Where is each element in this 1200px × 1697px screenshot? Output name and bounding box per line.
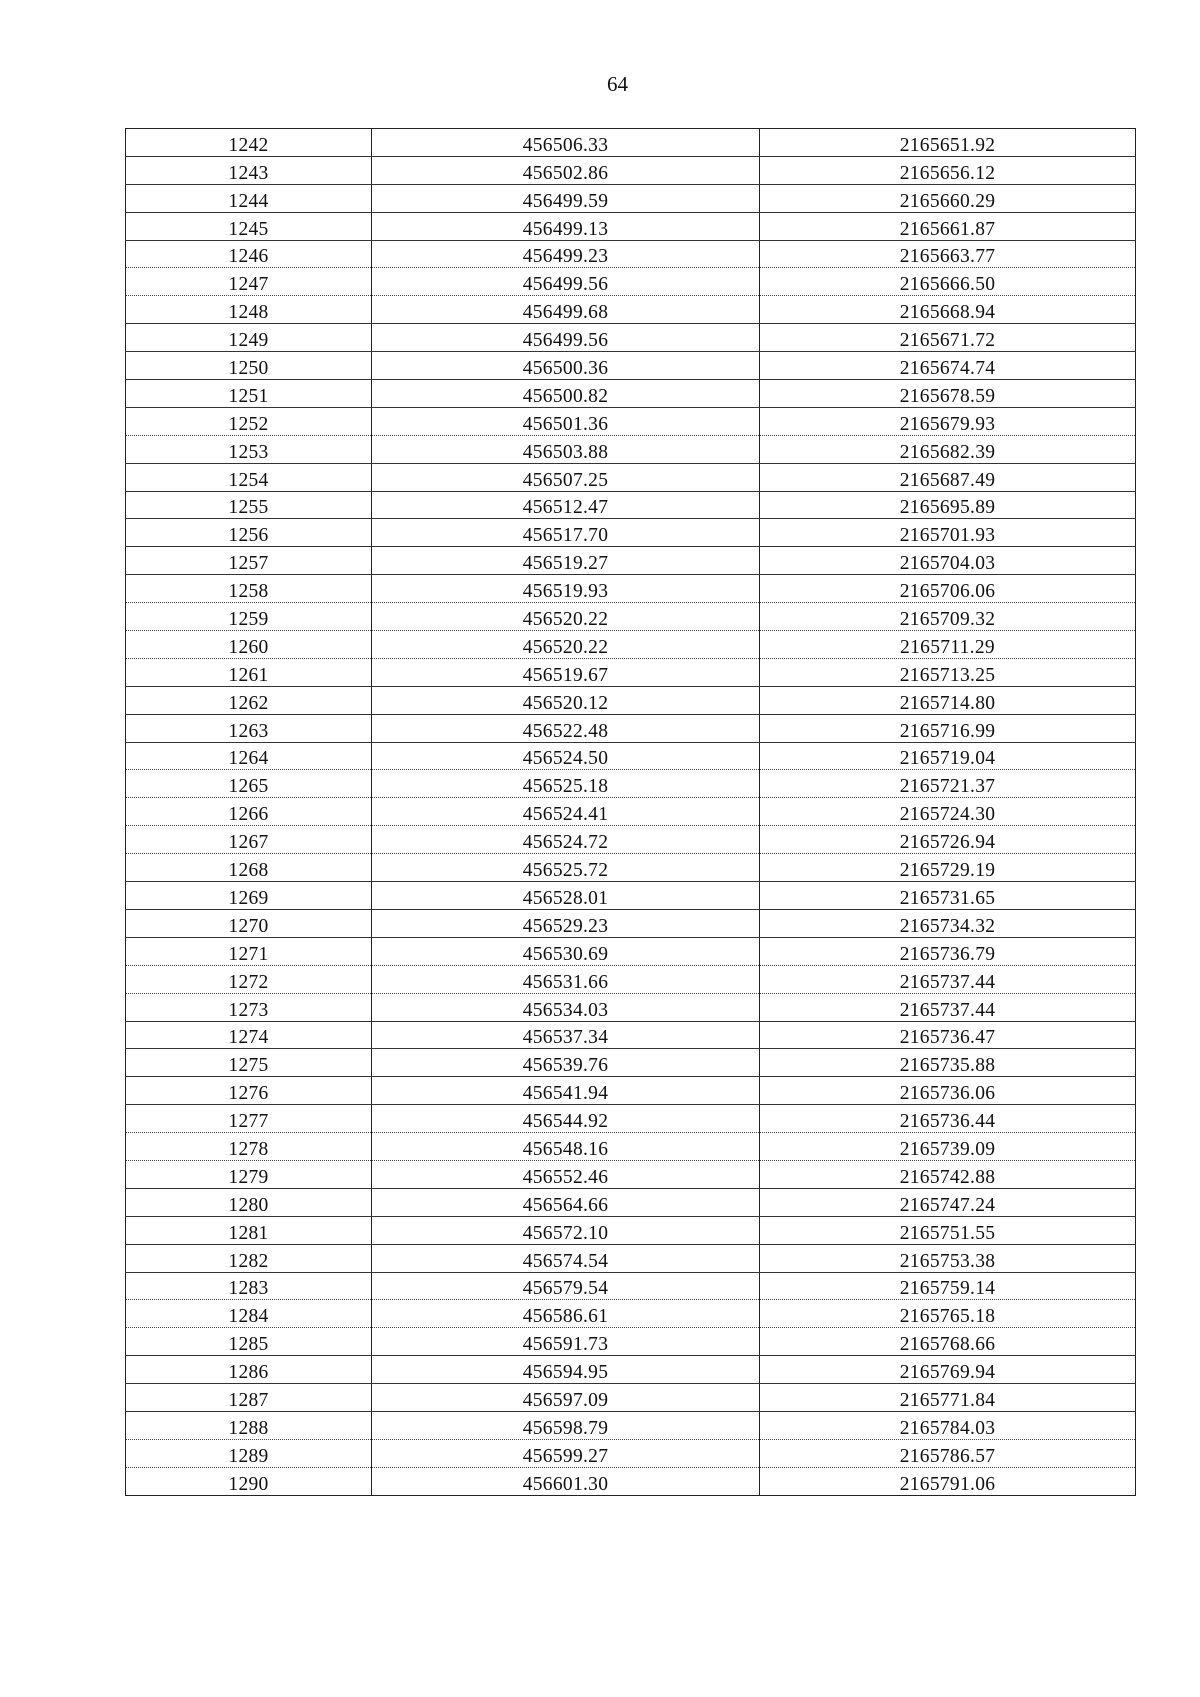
table-row — [126, 714, 1136, 742]
y-coordinate-cell: 2165714.80 — [760, 686, 1136, 714]
point-number-cell: 1265 — [126, 770, 372, 798]
table-row — [126, 1077, 1136, 1105]
table-row — [126, 1356, 1136, 1384]
point-number-cell: 1282 — [126, 1244, 372, 1272]
table-row — [126, 1021, 1136, 1049]
table-row — [126, 603, 1136, 631]
point-number-cell: 1275 — [126, 1049, 372, 1077]
point-number-cell: 1252 — [126, 407, 372, 435]
point-number-cell: 1242 — [126, 129, 372, 157]
x-coordinate-cell: 456574.54 — [372, 1244, 760, 1272]
point-number-cell: 1259 — [126, 603, 372, 631]
point-number-cell: 1264 — [126, 742, 372, 770]
point-number-cell: 1250 — [126, 352, 372, 380]
y-coordinate-cell: 2165663.77 — [760, 240, 1136, 268]
x-coordinate-cell: 456501.36 — [372, 407, 760, 435]
x-coordinate-cell: 456530.69 — [372, 937, 760, 965]
y-coordinate-cell: 2165737.44 — [760, 993, 1136, 1021]
x-coordinate-cell: 456548.16 — [372, 1133, 760, 1161]
table-row — [126, 1133, 1136, 1161]
y-coordinate-cell: 2165678.59 — [760, 380, 1136, 408]
table-row — [126, 742, 1136, 770]
point-number-cell: 1269 — [126, 882, 372, 910]
y-coordinate-cell: 2165656.12 — [760, 156, 1136, 184]
y-coordinate-cell: 2165737.44 — [760, 965, 1136, 993]
table-row — [126, 686, 1136, 714]
x-coordinate-cell: 456597.09 — [372, 1384, 760, 1412]
x-coordinate-cell: 456539.76 — [372, 1049, 760, 1077]
table-row — [126, 1105, 1136, 1133]
y-coordinate-cell: 2165734.32 — [760, 909, 1136, 937]
y-coordinate-cell: 2165791.06 — [760, 1467, 1136, 1495]
y-coordinate-cell: 2165651.92 — [760, 129, 1136, 157]
table-row — [126, 407, 1136, 435]
coordinates-table — [125, 128, 1136, 1496]
x-coordinate-cell: 456522.48 — [372, 714, 760, 742]
x-coordinate-cell: 456499.13 — [372, 212, 760, 240]
y-coordinate-cell: 2165753.38 — [760, 1244, 1136, 1272]
table-row — [126, 519, 1136, 547]
point-number-cell: 1290 — [126, 1467, 372, 1495]
y-coordinate-cell: 2165671.72 — [760, 324, 1136, 352]
table-row — [126, 1160, 1136, 1188]
x-coordinate-cell: 456520.22 — [372, 603, 760, 631]
table-row — [126, 1049, 1136, 1077]
y-coordinate-cell: 2165769.94 — [760, 1356, 1136, 1384]
point-number-cell: 1246 — [126, 240, 372, 268]
table-row — [126, 854, 1136, 882]
y-coordinate-cell: 2165716.99 — [760, 714, 1136, 742]
x-coordinate-cell: 456519.27 — [372, 547, 760, 575]
x-coordinate-cell: 456507.25 — [372, 463, 760, 491]
table-row — [126, 631, 1136, 659]
point-number-cell: 1286 — [126, 1356, 372, 1384]
y-coordinate-cell: 2165721.37 — [760, 770, 1136, 798]
x-coordinate-cell: 456500.36 — [372, 352, 760, 380]
table-row — [126, 909, 1136, 937]
point-number-cell: 1253 — [126, 435, 372, 463]
point-number-cell: 1277 — [126, 1105, 372, 1133]
point-number-cell: 1276 — [126, 1077, 372, 1105]
x-coordinate-cell: 456524.41 — [372, 798, 760, 826]
y-coordinate-cell: 2165724.30 — [760, 798, 1136, 826]
y-coordinate-cell: 2165709.32 — [760, 603, 1136, 631]
point-number-cell: 1270 — [126, 909, 372, 937]
point-number-cell: 1268 — [126, 854, 372, 882]
point-number-cell: 1283 — [126, 1272, 372, 1300]
y-coordinate-cell: 2165786.57 — [760, 1439, 1136, 1467]
table-row — [126, 352, 1136, 380]
y-coordinate-cell: 2165719.04 — [760, 742, 1136, 770]
point-number-cell: 1281 — [126, 1216, 372, 1244]
table-row — [126, 324, 1136, 352]
y-coordinate-cell: 2165679.93 — [760, 407, 1136, 435]
table-row — [126, 129, 1136, 157]
table-row — [126, 770, 1136, 798]
point-number-cell: 1273 — [126, 993, 372, 1021]
point-number-cell: 1256 — [126, 519, 372, 547]
point-number-cell: 1261 — [126, 658, 372, 686]
x-coordinate-cell: 456524.72 — [372, 826, 760, 854]
x-coordinate-cell: 456512.47 — [372, 491, 760, 519]
x-coordinate-cell: 456499.23 — [372, 240, 760, 268]
table-row — [126, 1328, 1136, 1356]
x-coordinate-cell: 456541.94 — [372, 1077, 760, 1105]
x-coordinate-cell: 456564.66 — [372, 1188, 760, 1216]
table-row — [126, 658, 1136, 686]
x-coordinate-cell: 456598.79 — [372, 1411, 760, 1439]
point-number-cell: 1257 — [126, 547, 372, 575]
x-coordinate-cell: 456517.70 — [372, 519, 760, 547]
x-coordinate-cell: 456506.33 — [372, 129, 760, 157]
x-coordinate-cell: 456502.86 — [372, 156, 760, 184]
x-coordinate-cell: 456591.73 — [372, 1328, 760, 1356]
point-number-cell: 1255 — [126, 491, 372, 519]
point-number-cell: 1244 — [126, 184, 372, 212]
point-number-cell: 1278 — [126, 1133, 372, 1161]
x-coordinate-cell: 456544.92 — [372, 1105, 760, 1133]
point-number-cell: 1247 — [126, 268, 372, 296]
point-number-cell: 1248 — [126, 296, 372, 324]
y-coordinate-cell: 2165759.14 — [760, 1272, 1136, 1300]
table-row — [126, 435, 1136, 463]
table-row — [126, 937, 1136, 965]
y-coordinate-cell: 2165711.29 — [760, 631, 1136, 659]
y-coordinate-cell: 2165765.18 — [760, 1300, 1136, 1328]
table-row — [126, 212, 1136, 240]
point-number-cell: 1272 — [126, 965, 372, 993]
x-coordinate-cell: 456531.66 — [372, 965, 760, 993]
table-row — [126, 1300, 1136, 1328]
y-coordinate-cell: 2165771.84 — [760, 1384, 1136, 1412]
table-row — [126, 798, 1136, 826]
y-coordinate-cell: 2165736.79 — [760, 937, 1136, 965]
point-number-cell: 1274 — [126, 1021, 372, 1049]
table-row — [126, 882, 1136, 910]
y-coordinate-cell: 2165739.09 — [760, 1133, 1136, 1161]
y-coordinate-cell: 2165687.49 — [760, 463, 1136, 491]
x-coordinate-cell: 456520.12 — [372, 686, 760, 714]
y-coordinate-cell: 2165742.88 — [760, 1160, 1136, 1188]
x-coordinate-cell: 456499.56 — [372, 324, 760, 352]
x-coordinate-cell: 456500.82 — [372, 380, 760, 408]
point-number-cell: 1243 — [126, 156, 372, 184]
table-row — [126, 1216, 1136, 1244]
y-coordinate-cell: 2165736.44 — [760, 1105, 1136, 1133]
y-coordinate-cell: 2165706.06 — [760, 575, 1136, 603]
point-number-cell: 1258 — [126, 575, 372, 603]
table-row — [126, 491, 1136, 519]
x-coordinate-cell: 456599.27 — [372, 1439, 760, 1467]
x-coordinate-cell: 456525.18 — [372, 770, 760, 798]
x-coordinate-cell: 456525.72 — [372, 854, 760, 882]
table-row — [126, 826, 1136, 854]
table-row — [126, 296, 1136, 324]
point-number-cell: 1267 — [126, 826, 372, 854]
table-row — [126, 1384, 1136, 1412]
point-number-cell: 1266 — [126, 798, 372, 826]
x-coordinate-cell: 456572.10 — [372, 1216, 760, 1244]
y-coordinate-cell: 2165674.74 — [760, 352, 1136, 380]
point-number-cell: 1289 — [126, 1439, 372, 1467]
page-number: 64 — [607, 72, 628, 96]
y-coordinate-cell: 2165661.87 — [760, 212, 1136, 240]
table-row — [126, 1439, 1136, 1467]
x-coordinate-cell: 456528.01 — [372, 882, 760, 910]
table-row — [126, 575, 1136, 603]
point-number-cell: 1271 — [126, 937, 372, 965]
y-coordinate-cell: 2165736.47 — [760, 1021, 1136, 1049]
y-coordinate-cell: 2165731.65 — [760, 882, 1136, 910]
y-coordinate-cell: 2165660.29 — [760, 184, 1136, 212]
y-coordinate-cell: 2165701.93 — [760, 519, 1136, 547]
y-coordinate-cell: 2165768.66 — [760, 1328, 1136, 1356]
table-row — [126, 184, 1136, 212]
x-coordinate-cell: 456534.03 — [372, 993, 760, 1021]
coordinates-table-body — [126, 129, 1136, 1496]
x-coordinate-cell: 456552.46 — [372, 1160, 760, 1188]
point-number-cell: 1279 — [126, 1160, 372, 1188]
table-row — [126, 993, 1136, 1021]
y-coordinate-cell: 2165713.25 — [760, 658, 1136, 686]
y-coordinate-cell: 2165736.06 — [760, 1077, 1136, 1105]
point-number-cell: 1263 — [126, 714, 372, 742]
point-number-cell: 1254 — [126, 463, 372, 491]
x-coordinate-cell: 456537.34 — [372, 1021, 760, 1049]
point-number-cell: 1288 — [126, 1411, 372, 1439]
table-row — [126, 547, 1136, 575]
table-row — [126, 1188, 1136, 1216]
y-coordinate-cell: 2165735.88 — [760, 1049, 1136, 1077]
table-row — [126, 240, 1136, 268]
x-coordinate-cell: 456529.23 — [372, 909, 760, 937]
x-coordinate-cell: 456520.22 — [372, 631, 760, 659]
point-number-cell: 1280 — [126, 1188, 372, 1216]
point-number-cell: 1285 — [126, 1328, 372, 1356]
y-coordinate-cell: 2165751.55 — [760, 1216, 1136, 1244]
x-coordinate-cell: 456524.50 — [372, 742, 760, 770]
y-coordinate-cell: 2165695.89 — [760, 491, 1136, 519]
x-coordinate-cell: 456519.67 — [372, 658, 760, 686]
y-coordinate-cell: 2165726.94 — [760, 826, 1136, 854]
table-row — [126, 1272, 1136, 1300]
point-number-cell: 1260 — [126, 631, 372, 659]
y-coordinate-cell: 2165666.50 — [760, 268, 1136, 296]
y-coordinate-cell: 2165668.94 — [760, 296, 1136, 324]
point-number-cell: 1245 — [126, 212, 372, 240]
table-row — [126, 268, 1136, 296]
x-coordinate-cell: 456499.59 — [372, 184, 760, 212]
point-number-cell: 1249 — [126, 324, 372, 352]
y-coordinate-cell: 2165784.03 — [760, 1411, 1136, 1439]
point-number-cell: 1284 — [126, 1300, 372, 1328]
table-row — [126, 1411, 1136, 1439]
table-row — [126, 1467, 1136, 1495]
table-row — [126, 463, 1136, 491]
x-coordinate-cell: 456519.93 — [372, 575, 760, 603]
y-coordinate-cell: 2165747.24 — [760, 1188, 1136, 1216]
point-number-cell: 1287 — [126, 1384, 372, 1412]
y-coordinate-cell: 2165682.39 — [760, 435, 1136, 463]
x-coordinate-cell: 456499.68 — [372, 296, 760, 324]
x-coordinate-cell: 456594.95 — [372, 1356, 760, 1384]
y-coordinate-cell: 2165729.19 — [760, 854, 1136, 882]
x-coordinate-cell: 456586.61 — [372, 1300, 760, 1328]
table-row — [126, 156, 1136, 184]
table-row — [126, 380, 1136, 408]
x-coordinate-cell: 456579.54 — [372, 1272, 760, 1300]
table-row — [126, 1244, 1136, 1272]
x-coordinate-cell: 456601.30 — [372, 1467, 760, 1495]
y-coordinate-cell: 2165704.03 — [760, 547, 1136, 575]
x-coordinate-cell: 456499.56 — [372, 268, 760, 296]
point-number-cell: 1262 — [126, 686, 372, 714]
table-row — [126, 965, 1136, 993]
point-number-cell: 1251 — [126, 380, 372, 408]
x-coordinate-cell: 456503.88 — [372, 435, 760, 463]
